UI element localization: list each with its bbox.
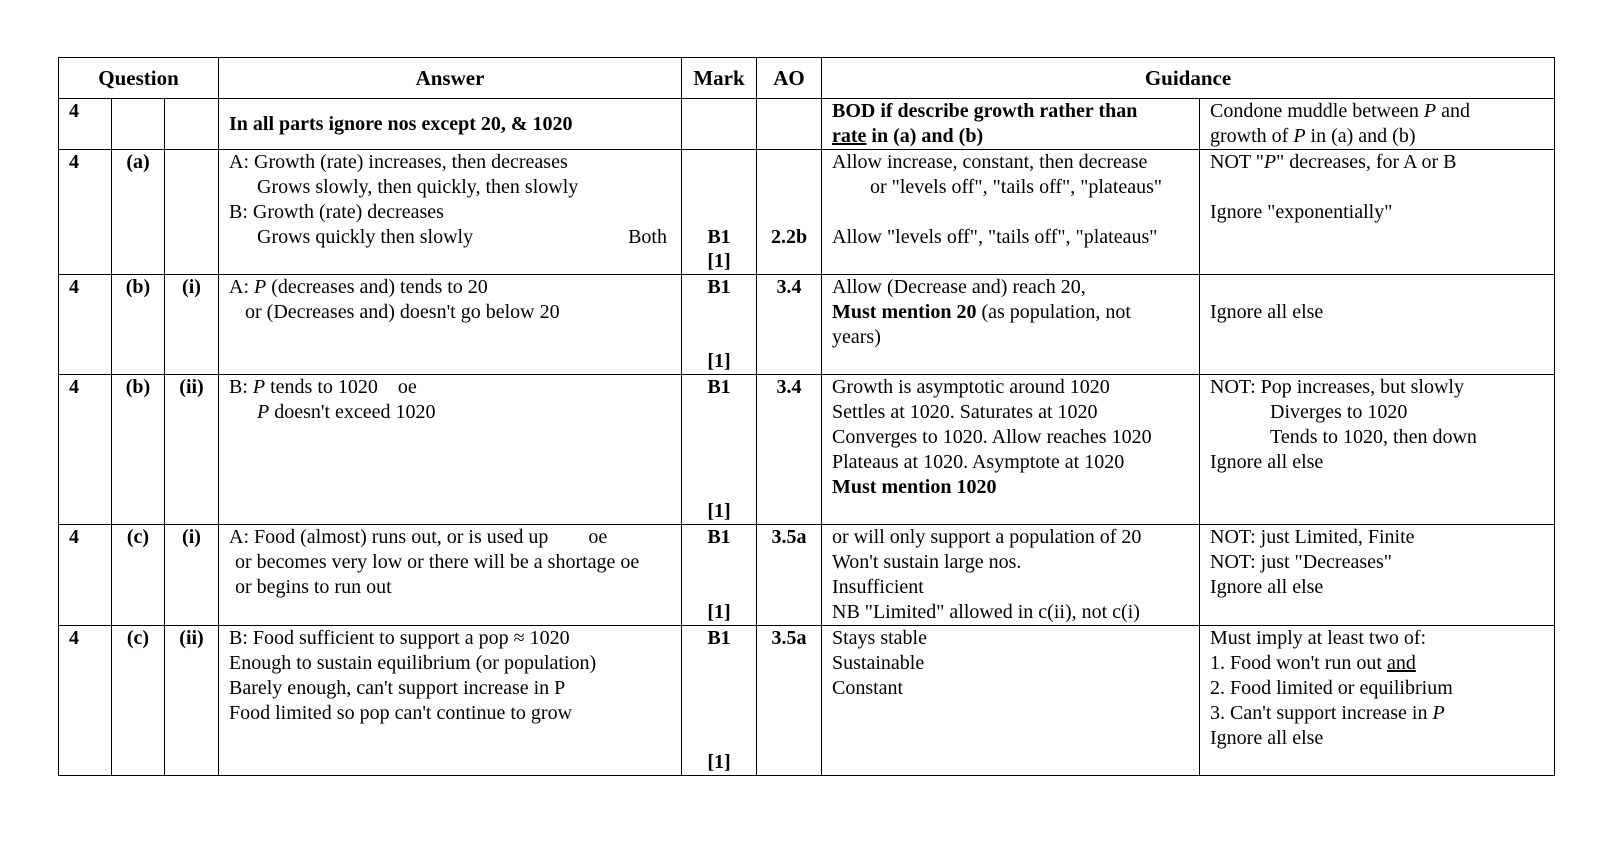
question-subpart bbox=[165, 99, 219, 150]
guidance-line: or "levels off", "tails off", "plateaus" bbox=[870, 176, 1163, 198]
variable-p: P bbox=[1293, 125, 1306, 147]
question-part: (b) bbox=[112, 275, 165, 375]
guidance-underlined-word: and bbox=[1386, 652, 1416, 674]
header-guidance: Guidance bbox=[822, 58, 1555, 99]
guidance-note-cell bbox=[1200, 275, 1555, 375]
answer-line: Barely enough, can't support increase in P bbox=[229, 677, 566, 699]
mark-cell bbox=[682, 150, 757, 275]
guidance-line: in (a) and (b) bbox=[866, 125, 984, 147]
variable-p: P bbox=[1263, 151, 1277, 173]
guidance-note-text: NOT: Pop increases, but slowly bbox=[1210, 376, 1464, 398]
mark-code: B1 bbox=[707, 376, 731, 398]
guidance-note-text: Ignore all else bbox=[1210, 576, 1324, 598]
guidance-note-text: Must imply at least two of: bbox=[1210, 627, 1427, 649]
guidance-line: (as population, not bbox=[976, 301, 1131, 323]
guidance-note-text: 1. Food won't run out bbox=[1210, 652, 1387, 674]
question-subpart: (i) bbox=[165, 525, 219, 626]
table-row bbox=[59, 375, 1555, 525]
ao-cell bbox=[757, 150, 822, 275]
guidance-line: Converges to 1020. Allow reaches 1020 bbox=[832, 426, 1152, 448]
question-part: (b) bbox=[112, 375, 165, 525]
mark-cell bbox=[682, 626, 757, 776]
mark-code: B1 bbox=[707, 627, 731, 649]
mark-cell bbox=[682, 275, 757, 375]
guidance-note-cell bbox=[1200, 150, 1555, 275]
guidance-note-text: Diverges to 1020 bbox=[1270, 401, 1408, 423]
guidance-note-text: NOT " bbox=[1210, 151, 1264, 173]
guidance-emphasis: Must mention 1020 bbox=[832, 476, 997, 498]
mark-total: [1] bbox=[707, 500, 731, 522]
mark-code: B1 bbox=[707, 276, 731, 298]
mark-total: [1] bbox=[707, 350, 731, 372]
question-number: 4 bbox=[59, 525, 112, 626]
guidance-note-text: " decreases, for A or B bbox=[1276, 151, 1457, 173]
variable-p: P bbox=[252, 376, 266, 398]
header-row bbox=[59, 58, 1555, 99]
question-subpart: (i) bbox=[165, 275, 219, 375]
question-part: (c) bbox=[112, 525, 165, 626]
mark-code: B1 bbox=[707, 226, 731, 248]
table-row bbox=[59, 275, 1555, 375]
question-part: (a) bbox=[112, 150, 165, 275]
answer-line: A: bbox=[229, 276, 254, 298]
guidance-note-text: Tends to 1020, then down bbox=[1270, 426, 1477, 448]
guidance-note-cell bbox=[1200, 375, 1555, 525]
mark-code: B1 bbox=[707, 526, 731, 548]
question-number: 4 bbox=[59, 150, 112, 275]
answer-line: B: bbox=[229, 376, 253, 398]
table-row bbox=[59, 525, 1555, 626]
guidance-cell bbox=[822, 626, 1200, 776]
guidance-cell bbox=[822, 99, 1200, 150]
question-subpart bbox=[165, 150, 219, 275]
guidance-note-cell bbox=[1200, 626, 1555, 776]
answer-line: A: Growth (rate) increases, then decreases bbox=[229, 151, 568, 173]
guidance-emphasis: Must mention 20 bbox=[832, 301, 977, 323]
answer-cell bbox=[219, 525, 682, 626]
question-subpart: (ii) bbox=[165, 375, 219, 525]
variable-p: P bbox=[257, 401, 270, 423]
guidance-line: Constant bbox=[832, 677, 904, 699]
mark-total: [1] bbox=[707, 250, 731, 272]
guidance-line: Won't sustain large nos. bbox=[832, 551, 1022, 573]
guidance-line: BOD if describe growth rather than bbox=[832, 100, 1138, 122]
guidance-note-text: Ignore all else bbox=[1210, 451, 1324, 473]
answer-cell bbox=[219, 626, 682, 776]
guidance-cell bbox=[822, 275, 1200, 375]
question-number: 4 bbox=[59, 275, 112, 375]
ao-cell: 3.5a bbox=[757, 626, 822, 776]
variable-p: P bbox=[1432, 702, 1445, 724]
guidance-note-text: growth of bbox=[1210, 125, 1294, 147]
answer-line: or becomes very low or there will be a shortage oe bbox=[235, 551, 640, 573]
answer-both-label: Both bbox=[628, 226, 667, 248]
mark-cell bbox=[682, 99, 757, 150]
table-row bbox=[59, 99, 1555, 150]
guidance-line: Sustainable bbox=[832, 652, 925, 674]
guidance-line: Allow "levels off", "tails off", "plateaus" bbox=[832, 226, 1158, 248]
mark-cell bbox=[682, 525, 757, 626]
answer-cell bbox=[219, 375, 682, 525]
answer-line: or begins to run out bbox=[235, 576, 392, 598]
answer-line: Grows slowly, then quickly, then slowly bbox=[257, 176, 579, 198]
variable-p: P bbox=[1423, 100, 1437, 122]
guidance-cell bbox=[822, 525, 1200, 626]
mark-total: [1] bbox=[707, 751, 731, 773]
guidance-cell bbox=[822, 375, 1200, 525]
answer-line: tends to 1020 oe bbox=[265, 376, 417, 398]
guidance-cell bbox=[822, 150, 1200, 275]
header-mark: Mark bbox=[682, 58, 757, 99]
guidance-note-text: in (a) and (b) bbox=[1305, 125, 1416, 147]
ao-code: 2.2b bbox=[770, 226, 808, 248]
answer-line: B: Food sufficient to support a pop ≈ 1020 bbox=[229, 627, 570, 649]
guidance-line: Growth is asymptotic around 1020 bbox=[832, 376, 1110, 398]
answer-line: Enough to sustain equilibrium (or population) bbox=[229, 652, 597, 674]
guidance-note-text: Ignore all else bbox=[1210, 301, 1324, 323]
guidance-note-text: 2. Food limited or equilibrium bbox=[1210, 677, 1453, 699]
ao-cell bbox=[757, 99, 822, 150]
guidance-note-text: Condone muddle between bbox=[1210, 100, 1424, 122]
guidance-note-text: Ignore all else bbox=[1210, 727, 1324, 749]
guidance-line: Allow (Decrease and) reach 20, bbox=[832, 276, 1086, 298]
mark-total: [1] bbox=[707, 601, 731, 623]
header-answer: Answer bbox=[219, 58, 682, 99]
header-question: Question bbox=[59, 58, 219, 99]
answer-cell bbox=[219, 150, 682, 275]
answer-line: or (Decreases and) doesn't go below 20 bbox=[245, 301, 560, 323]
mark-cell bbox=[682, 375, 757, 525]
table-row bbox=[59, 626, 1555, 776]
answer-cell bbox=[219, 275, 682, 375]
guidance-note-text: NOT: just "Decreases" bbox=[1210, 551, 1392, 573]
guidance-underlined-word: rate bbox=[832, 125, 867, 147]
question-part: (c) bbox=[112, 626, 165, 776]
question-part bbox=[112, 99, 165, 150]
guidance-note-text: NOT: just Limited, Finite bbox=[1210, 526, 1415, 548]
answer-line: A: Food (almost) runs out, or is used up oe bbox=[229, 526, 608, 548]
guidance-note-text: Ignore "exponentially" bbox=[1210, 201, 1393, 223]
answer-line: doesn't exceed 1020 bbox=[269, 401, 436, 423]
question-number: 4 bbox=[59, 626, 112, 776]
guidance-note-text: 3. Can't support increase in bbox=[1210, 702, 1433, 724]
variable-p: P bbox=[254, 276, 267, 298]
answer-line: (decreases and) tends to 20 bbox=[266, 276, 488, 298]
guidance-line: Settles at 1020. Saturates at 1020 bbox=[832, 401, 1098, 423]
question-number: 4 bbox=[59, 375, 112, 525]
question-subpart: (ii) bbox=[165, 626, 219, 776]
guidance-line: years) bbox=[832, 326, 881, 348]
mark-scheme-table bbox=[58, 57, 1555, 776]
table-row bbox=[59, 150, 1555, 275]
guidance-note-cell bbox=[1200, 525, 1555, 626]
question-number: 4 bbox=[59, 99, 112, 150]
guidance-line: Stays stable bbox=[832, 627, 927, 649]
guidance-note-cell bbox=[1200, 99, 1555, 150]
guidance-note-text: and bbox=[1436, 100, 1470, 122]
guidance-line: or will only support a population of 20 bbox=[832, 526, 1142, 548]
guidance-line: NB "Limited" allowed in c(ii), not c(i) bbox=[832, 601, 1140, 623]
ao-cell: 3.5a bbox=[757, 525, 822, 626]
answer-line: Grows quickly then slowly bbox=[257, 226, 474, 248]
guidance-line: Plateaus at 1020. Asymptote at 1020 bbox=[832, 451, 1125, 473]
guidance-line: Insufficient bbox=[832, 576, 924, 598]
answer-cell: In all parts ignore nos except 20, & 1020 bbox=[219, 99, 682, 150]
ao-cell: 3.4 bbox=[757, 375, 822, 525]
header-ao: AO bbox=[757, 58, 822, 99]
answer-line: B: Growth (rate) decreases bbox=[229, 201, 444, 223]
answer-line: Food limited so pop can't continue to grow bbox=[229, 702, 573, 724]
ao-cell: 3.4 bbox=[757, 275, 822, 375]
guidance-line: Allow increase, constant, then decrease bbox=[832, 151, 1148, 173]
